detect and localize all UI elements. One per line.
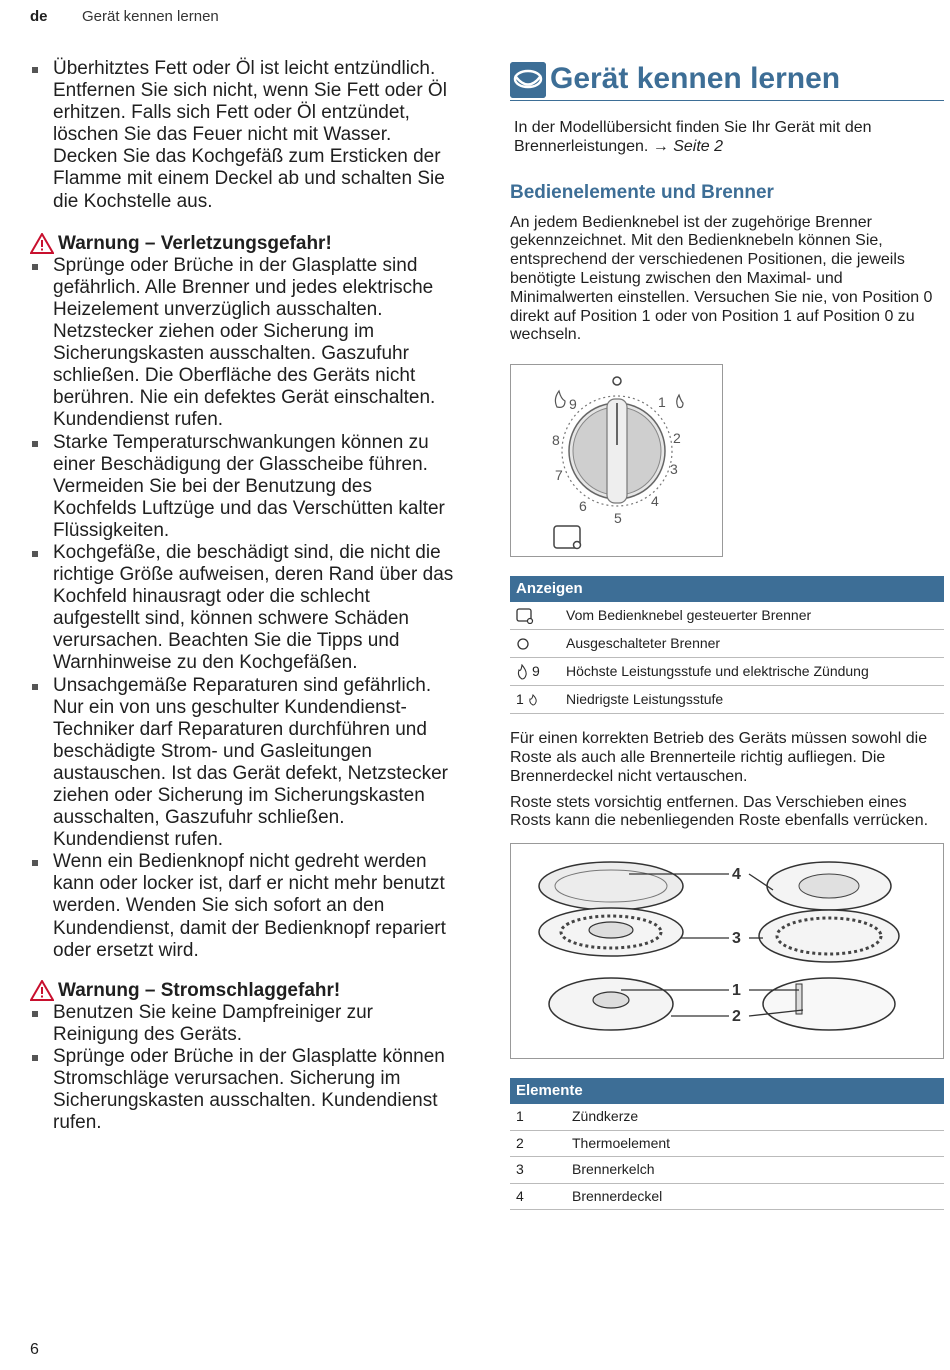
page-header	[30, 8, 219, 25]
warning-heading	[30, 980, 460, 1002]
table-row	[510, 686, 944, 714]
small-flame-icon	[528, 694, 538, 706]
knob-label-1: 1	[658, 394, 666, 411]
table-cell: Brennerkelch	[572, 1161, 655, 1178]
page-title: Gerät kennen lernen	[550, 62, 841, 95]
body-paragraph: Für einen korrekten Betrieb des Geräts müssen sowohl die Roste als auch alle Brennerteile richtig aufliegen. Die Brennerdeckel nicht vertauschen.	[510, 730, 928, 785]
control-knob-diagram	[511, 365, 722, 556]
knob-label-8: 8	[552, 432, 560, 449]
warning-triangle-icon	[30, 980, 54, 1001]
burner-square-icon	[516, 608, 534, 624]
level-symbol: 1	[516, 691, 524, 708]
table-cell: Brennerdeckel	[572, 1187, 663, 1204]
off-circle-icon	[516, 637, 530, 651]
appliance-icon	[510, 62, 546, 98]
page-reference-link[interactable]: Seite 2	[673, 137, 724, 155]
knob-label-7: 7	[555, 467, 563, 484]
knob-label-3: 3	[670, 461, 678, 478]
table-header: Elemente	[510, 1078, 944, 1104]
table-header: Anzeigen	[510, 576, 944, 602]
table-cell: 4	[516, 1187, 524, 1204]
bullet-item: Benutzen Sie keine Dampfreiniger zur Reinigung des Geräts.	[30, 1002, 460, 1046]
warning-title: Warnung – Stromschlaggefahr!	[58, 979, 341, 1001]
burner-figure	[510, 843, 944, 1059]
bullet-item: Starke Temperaturschwankungen können zu einer Beschädigung der Glasscheibe führen. Vermeiden Sie bei der Benutzung des Kochfelds Luftzüge und das Verschütten kalter Flüssigkeiten.	[30, 432, 460, 542]
header-title: Gerät kennen lernen	[82, 8, 219, 25]
table-cell: Niedrigste Leistungsstufe	[566, 691, 724, 708]
table-cell: Höchste Leistungsstufe und elektrische Zündung	[566, 663, 869, 680]
level-symbol: 9	[532, 663, 540, 680]
burner-parts-diagram	[511, 844, 943, 1058]
knob-label-5: 5	[614, 510, 622, 527]
table-cell: 1	[516, 1108, 524, 1125]
heading-rule	[510, 100, 944, 101]
bullet-item: Sprünge oder Brüche in der Glasplatte sind gefährlich. Alle Brenner und jedes elektrische Heizelement unverzüglich ausschalten. Netzstecker ziehen oder Sicherung im Sicherungskasten ausschalten. Gaszufuhr schließen. Die Oberfläche des Geräts nicht berühren. Nie ein defektes Gerät einschalten. Kundendienst rufen.	[30, 255, 460, 432]
elemente-table	[510, 1078, 944, 1210]
table-row	[510, 1131, 944, 1158]
body-paragraph: An jedem Bedienknebel ist der zugehörige Brenner gekennzeichnet. Mit den Bedienknebeln können Sie, entsprechend der verschiedenen Positionen, die jeweils benötigte Leistung zwischen den Maximal- und Minimalwerten einstellen. Versuchen Sie nie, von Position 0 direkt auf Position 1 oder von Position 1 auf Position 0 zu wechseln.	[510, 213, 933, 344]
arrow-icon: →	[652, 137, 669, 155]
warning-title: Warnung – Verletzungsgefahr!	[58, 232, 332, 254]
knob-label-9: 9	[569, 396, 577, 413]
page-number: 6	[30, 1341, 39, 1358]
bullet-item: Sprünge oder Brüche in der Glasplatte können Stromschläge verursachen. Sicherung im Sicherungskasten ausschalten. Kundendienst rufen.	[30, 1046, 460, 1134]
table-row	[510, 658, 944, 686]
table-cell: Thermoelement	[572, 1134, 671, 1151]
flame-icon	[516, 664, 528, 680]
table-cell: Vom Bedienknebel gesteuerter Brenner	[566, 607, 812, 624]
table-cell: Zündkerze	[572, 1108, 639, 1125]
left-column	[30, 58, 460, 1134]
knob-figure	[510, 364, 723, 557]
body-paragraph: Roste stets vorsichtig entfernen. Das Verschieben eines Rosts kann die nebenliegenden Roste ebenfalls verrücken.	[510, 793, 929, 830]
table-row	[510, 1157, 944, 1184]
table-row	[510, 630, 944, 658]
intro-paragraph	[510, 119, 944, 157]
burner-label-1: 1	[732, 982, 741, 1000]
knob-label-4: 4	[651, 493, 659, 510]
bullet-item: Wenn ein Bedienknopf nicht gedreht werden kann oder locker ist, darf er nicht mehr benutzt werden. Wenden Sie sich sofort an den Kundendienst, damit der Bedienknopf repariert oder ersetzt wird.	[30, 851, 460, 961]
bullet-item: Unsachgemäße Reparaturen sind gefährlich. Nur ein von uns geschulter Kundendienst-Techniker darf Reparaturen durchführen und beschädigte Strom- und Gasleitungen austauschen. Ist das Gerät defekt, Netzstecker ziehen oder Sicherung im Sicherungskasten ausschalten, Gaszufuhr schließen. Kundendienst rufen.	[30, 675, 460, 852]
table-row	[510, 602, 944, 630]
knob-label-6: 6	[579, 498, 587, 515]
table-row	[510, 1104, 944, 1131]
bullet-item: Kochgefäße, die beschädigt sind, die nicht die richtige Größe aufweisen, deren Rand über das Kochfeld hinausragt oder die schlecht aufgestellt sind, können schwere Schäden verursachen. Beachten Sie die Tipps und Warnhinweise zu den Kochgefäßen.	[30, 542, 460, 675]
right-column	[510, 60, 944, 1210]
bullet-item: Überhitztes Fett oder Öl ist leicht entzündlich. Entfernen Sie sich nicht, wenn Sie Fett oder Öl erhitzen. Falls sich Fett oder Öl entzündet, löschen Sie das Feuer nicht mit Wasser. Decken Sie das Kochgefäß zum Ersticken der Flamme mit einem Deckel ab und schalten Sie die Kochstelle aus.	[30, 58, 460, 213]
warning-heading	[30, 233, 460, 255]
anzeigen-table	[510, 576, 944, 714]
table-cell: 3	[516, 1161, 524, 1178]
table-cell: Ausgeschalteter Brenner	[566, 635, 721, 652]
burner-label-3: 3	[732, 930, 741, 948]
language-code: de	[30, 8, 48, 25]
burner-label-2: 2	[732, 1008, 741, 1026]
section-heading	[510, 60, 944, 100]
intro-text: In der Modellübersicht finden Sie Ihr Gerät mit den Brennerleistungen.	[514, 119, 872, 155]
table-cell: 2	[516, 1134, 524, 1151]
subheading: Bedienelemente und Brenner	[510, 181, 774, 203]
burner-label-4: 4	[732, 866, 741, 884]
warning-triangle-icon	[30, 233, 54, 254]
table-row	[510, 1184, 944, 1211]
knob-label-2: 2	[673, 430, 681, 447]
